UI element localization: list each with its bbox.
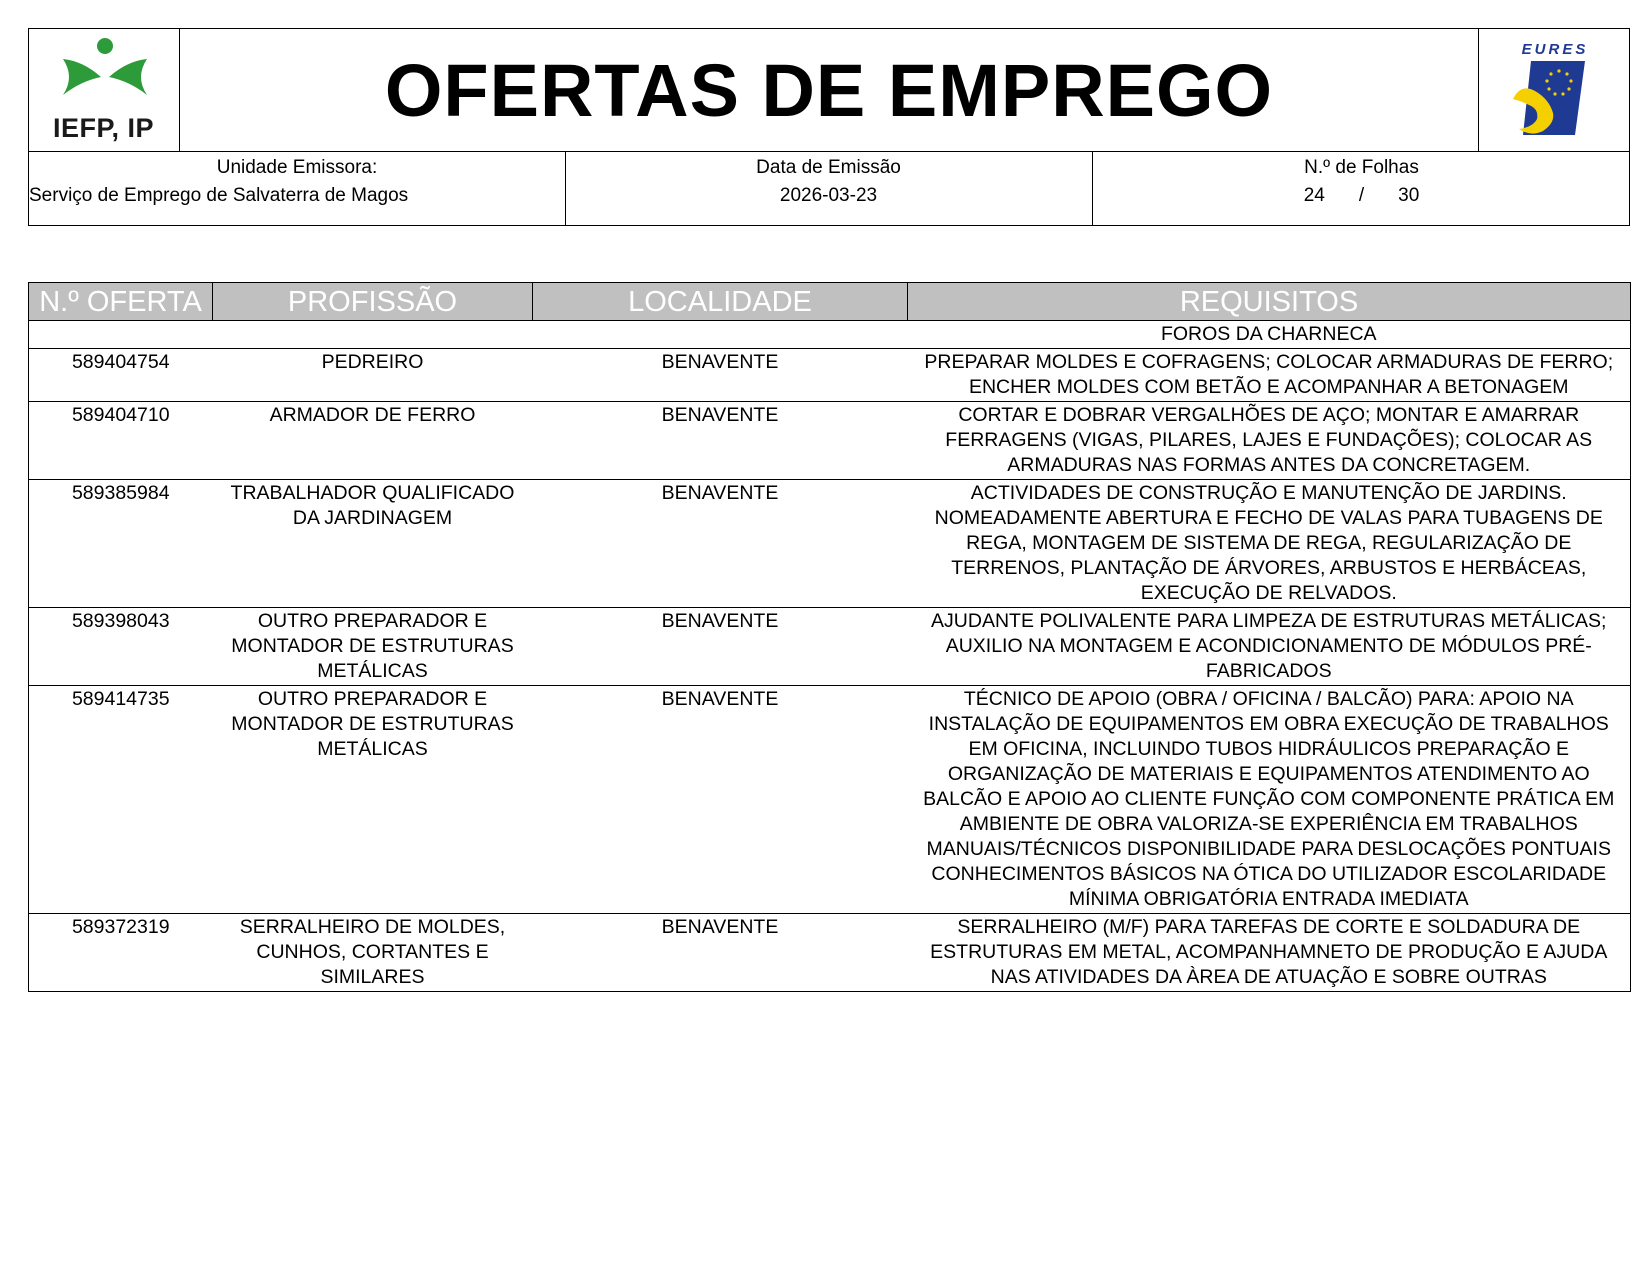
eures-logo [1478,29,1629,151]
sheets-value [1093,185,1630,207]
location: BENAVENTE [533,349,908,402]
profession: OUTRO PREPARADOR E MONTADOR DE ESTRUTURAS METÁLICAS [213,608,533,686]
requirements: ACTIVIDADES DE CONSTRUÇÃO E MANUTENÇÃO DE JARDINS. NOMEADAMENTE ABERTURA E FECHO DE VALAS PARA TUBAGENS DE REGA, MONTAGEM DE SISTEMA DE REGA, REGULARIZAÇÃO DE TERRENOS, PLANTAÇÃO DE ÁRVORES, ARBUSTOS E HERBÁCEAS, EXECUÇÃO DE RELVADOS. [908,480,1631,608]
table-row [29,914,1631,992]
offer-number: 589385984 [29,480,213,608]
eures-logo-icon [1509,39,1601,139]
table-row [29,402,1631,480]
issue-date-label: Data de Emissão [756,157,901,178]
requirements: CORTAR E DOBRAR VERGALHÕES DE AÇO; MONTAR E AMARRAR FERRAGENS (VIGAS, PILARES, LAJES E FUNDAÇÕES); COLOCAR AS ARMADURAS NAS FORMAS ANTES DA CONCRETAGEM. [908,402,1631,480]
profession: ARMADOR DE FERRO [213,402,533,480]
issue-date-cell [565,151,1093,225]
table-row [29,608,1631,686]
offer-number: 589404754 [29,349,213,402]
location: BENAVENTE [533,608,908,686]
document-title: OFERTAS DE EMPREGO [384,48,1274,132]
profession: OUTRO PREPARADOR E MONTADOR DE ESTRUTURAS METÁLICAS [213,686,533,914]
table-row [29,480,1631,608]
iefp-logo-text: IEFP, IP [53,113,155,143]
job-offers-table [28,282,1631,992]
requirements: TÉCNICO DE APOIO (OBRA / OFICINA / BALCÃO) PARA: APOIO NA INSTALAÇÃO DE EQUIPAMENTOS EM OBRA EXECUÇÃO DE TRABALHOS EM OFICINA, INCLUINDO TUBOS HIDRÁULICOS PREPARAÇÃO E ORGANIZAÇÃO DE MATERIAIS E EQUIPAMENTOS ATENDIMENTO AO BALCÃO E APOIO AO CLIENTE FUNÇÃO COM COMPONENTE PRÁTICA EM AMBIENTE DE OBRA VALORIZA-SE EXPERIÊNCIA EM TRABALHOS MANUAIS/TÉCNICOS DISPONIBILIDADE PARA DESLOCAÇÕES PONTUAIS CONHECIMENTOS BÁSICOS NA ÓTICA DO UTILIZADOR ESCOLARIDADE MÍNIMA OBRIGATÓRIA ENTRADA IMEDIATA [908,686,1631,914]
issuing-unit-label: Unidade Emissora: [216,157,378,178]
offer-number: 589398043 [29,608,213,686]
location: BENAVENTE [533,402,908,480]
sheet-total: 30 [1398,185,1420,206]
issuing-unit-value: Serviço de Emprego de Salvaterra de Magos [29,185,409,206]
issuing-unit-cell [29,151,566,225]
column-header-location: LOCALIDADE [533,283,908,321]
eures-logo-text: EURES [1521,41,1589,58]
issue-date-value: 2026-03-23 [779,185,878,206]
column-header-profession: PROFISSÃO [213,283,533,321]
profession: SERRALHEIRO DE MOLDES, CUNHOS, CORTANTES E SIMILARES [213,914,533,992]
location: BENAVENTE [533,686,908,914]
column-header-requirements: REQUISITOS [908,283,1631,321]
continuation-offer [29,321,213,349]
location: BENAVENTE [533,480,908,608]
requirements: AJUDANTE POLIVALENTE PARA LIMPEZA DE ESTRUTURAS METÁLICAS; AUXILIO NA MONTAGEM E ACONDICIONAMENTO DE MÓDULOS PRÉ-FABRICADOS [908,608,1631,686]
requirements: PREPARAR MOLDES E COFRAGENS; COLOCAR ARMADURAS DE FERRO; ENCHER MOLDES COM BETÃO E ACOMPANHAR A BETONAGEM [908,349,1631,402]
offer-number: 589372319 [29,914,213,992]
header-info-row [29,151,1629,225]
sheet-separator: / [1358,185,1365,206]
iefp-logo [29,29,180,151]
profession: PEDREIRO [213,349,533,402]
header-title-row [29,29,1629,152]
table-header-row [29,283,1631,321]
location: BENAVENTE [533,914,908,992]
requirements: SERRALHEIRO (M/F) PARA TAREFAS DE CORTE E SOLDADURA DE ESTRUTURAS EM METAL, ACOMPANHAMNETO DE PRODUÇÃO E AJUDA NAS ATIVIDADES DA ÀREA DE ATUAÇÃO E SOBRE OUTRAS [908,914,1631,992]
iefp-logo-icon [57,37,153,113]
continuation-profession [213,321,533,349]
table-row [29,686,1631,914]
sheets-label: N.º de Folhas [1304,157,1419,178]
column-header-offer: N.º OFERTA [29,283,213,321]
offer-number: 589414735 [29,686,213,914]
continuation-requirements: FOROS DA CHARNECA [908,321,1631,349]
continuation-row [29,321,1631,349]
table-row [29,349,1631,402]
document-header [28,28,1630,226]
offer-number: 589404710 [29,402,213,480]
sheet-current: 24 [1303,185,1325,206]
sheets-cell [1093,151,1630,225]
profession: TRABALHADOR QUALIFICADO DA JARDINAGEM [213,480,533,608]
continuation-location [533,321,908,349]
